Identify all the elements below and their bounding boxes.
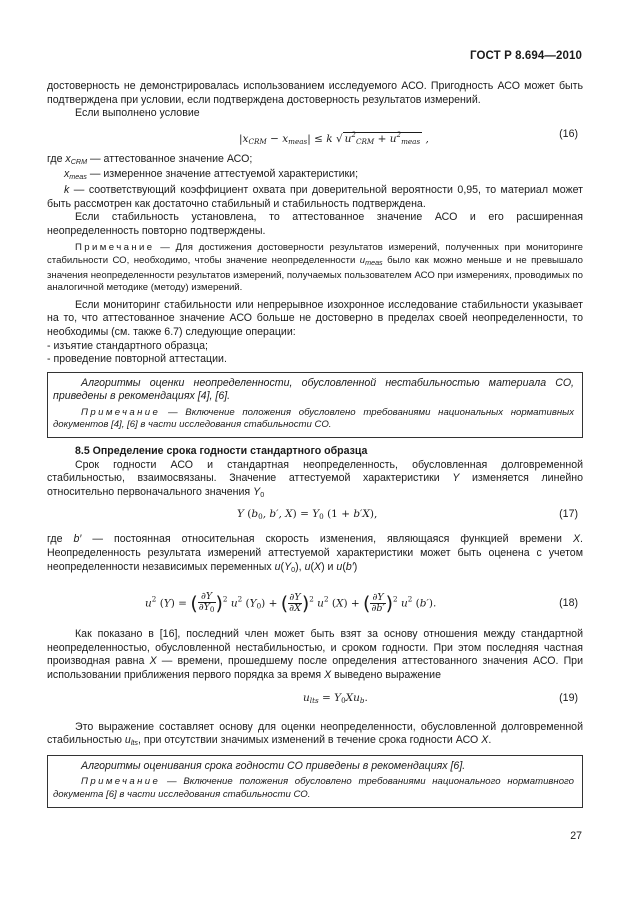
equation-17-formula: Y ($b_0$, b′, $X) = Y_0$ (1 + b′X), xyxy=(237,508,378,522)
standard-code-header: ГОСТ Р 8.694—2010 xyxy=(470,50,582,62)
page-body xyxy=(47,80,583,815)
note-1: Примечание — Для достижения достоверности результатов измерений, полученных при мониторинге стабильности СО, необходимо, чтобы значение неопределенности $u_{meas}$ было как можно меньше и не превышало значения неопределенности результатов измерений, получаемых пользователем АСО при измерениях, проводимых по аналогичной методике (методу) измерений. xyxy=(47,242,584,294)
list-item-withdraw: - изъятие стандартного образца; xyxy=(47,339,208,352)
paragraph-5: Срок годности АСО и стандартная неопределенность, обусловленная долговременной стабильностью, взаимосвязаны. Значение аттестуемой характеристики Y изменяется линейно относительно первоначального значения $Y_0$ xyxy=(47,458,583,499)
list-item-recertify: - проведение повторной аттестации. xyxy=(47,353,227,366)
paragraph-8: Это выражение составляет основу для оценки неопределенности, обусловленной долговременной стабильностью $u_{lts}$, при отсутствии значимых изменений в течение срока годности АСО X. xyxy=(47,720,583,748)
equation-16-number: (16) xyxy=(559,127,578,140)
note-1-label: Примечание xyxy=(75,242,155,254)
equation-18-number: (18) xyxy=(559,597,578,610)
equation-19 xyxy=(47,689,583,711)
where-meas: $x_{meas}$ — измеренное значение аттестуемой характеристики; xyxy=(64,168,359,182)
equation-18-formula: $u^2$ (Y) = ( $\frac{\partial Y}{\partial Y_0}$ )$^2$ $u^2$ $(Y_0)$ + ( $\frac{\partial Y}{\partial X}$ )$^2$ $u^2$ (X) + ( $\frac{\partial Y}{\partial b'}$ )$^2$ $u^2$ (b′). xyxy=(145,591,437,615)
equation-17 xyxy=(47,505,583,527)
equation-19-number: (19) xyxy=(559,691,578,704)
framed-note-1-text: Алгоритмы оценки неопределенности, обусловленной нестабильностью материала СО, приведены в рекомендациях [4], [6]. xyxy=(53,376,574,403)
framed-note-1 xyxy=(47,372,583,438)
framed-note-1-remark: Примечание — Включение положения обусловлено требованиями национальных нормативных документов [4], [6] в части исследования стабильности СО. xyxy=(53,406,574,431)
equation-18 xyxy=(47,584,583,622)
equation-16-formula: $|x_{CRM} - x_{meas}| \le k$ √ $u^2_{CRM} + u^2_{meas}$ , xyxy=(239,129,429,146)
page-number: 27 xyxy=(570,830,582,842)
equation-17-number: (17) xyxy=(559,508,578,521)
paragraph-4: Если мониторинг стабильности или непрерывное изохронное исследование стабильности указывает на то, что аттестованное значение АСО больше не достоверно в пределах своей неопределенности, то необходимы (см. также 6.7) следующие операции: xyxy=(47,298,583,338)
framed-note-2-remark: Примечание — Включение положения обусловлено требованиями национального нормативного документа [6] в части исследования стабильности СО. xyxy=(53,776,574,800)
equation-16 xyxy=(47,125,583,147)
section-8-5-title: 8.5 Определение срока годности стандартного образца xyxy=(75,445,368,458)
framed-note-2-text: Алгоритмы оценивания срока годности СО приведены в рекомендациях [6]. xyxy=(81,759,466,772)
paragraph-1: достоверность не демонстрировалась использованием исследуемого АСО. Пригодность АСО может быть подтверждена при условии, если подтверждена достоверность результатов измерений. xyxy=(47,80,583,106)
paragraph-6: где b′ — постоянная относительная скорость изменения, являющаяся функцией времени X. Неопределенность результата измерений аттестуемой характеристики может быть оценена с учетом неопределенности независимых переменных $u(Y_0)$, u(X) и u(b′) xyxy=(47,533,583,574)
framed-note-2 xyxy=(47,755,583,808)
where-crm: где $x_{CRM}$ — аттестованное значение АСО; xyxy=(47,152,253,166)
equation-19-formula: $u_{lts} = Y_0Xu_b$. xyxy=(303,691,368,705)
paragraph-3: Если стабильность установлена, то аттестованное значение АСО и его расширенная неопределенность повторно подтверждены. xyxy=(47,211,583,237)
paragraph-2: Если выполнено условие xyxy=(75,107,200,120)
paragraph-7: Как показано в [16], последний член может быть взят за основу отношения между стандартной неопределенностью, обусловленной нестабильностью, и сроком годности. При этом последняя частная производная равна X — времени, прошедшему после определения аттестованного значения АСО. При использовании приближения первого порядка за время X выведено выражение xyxy=(47,628,583,681)
where-k: k — соответствующий коэффициент охвата при доверительной вероятности 0,95, то материал может быть рассмотрен как достаточно стабильный и стабильность подтверждена. xyxy=(47,183,583,210)
